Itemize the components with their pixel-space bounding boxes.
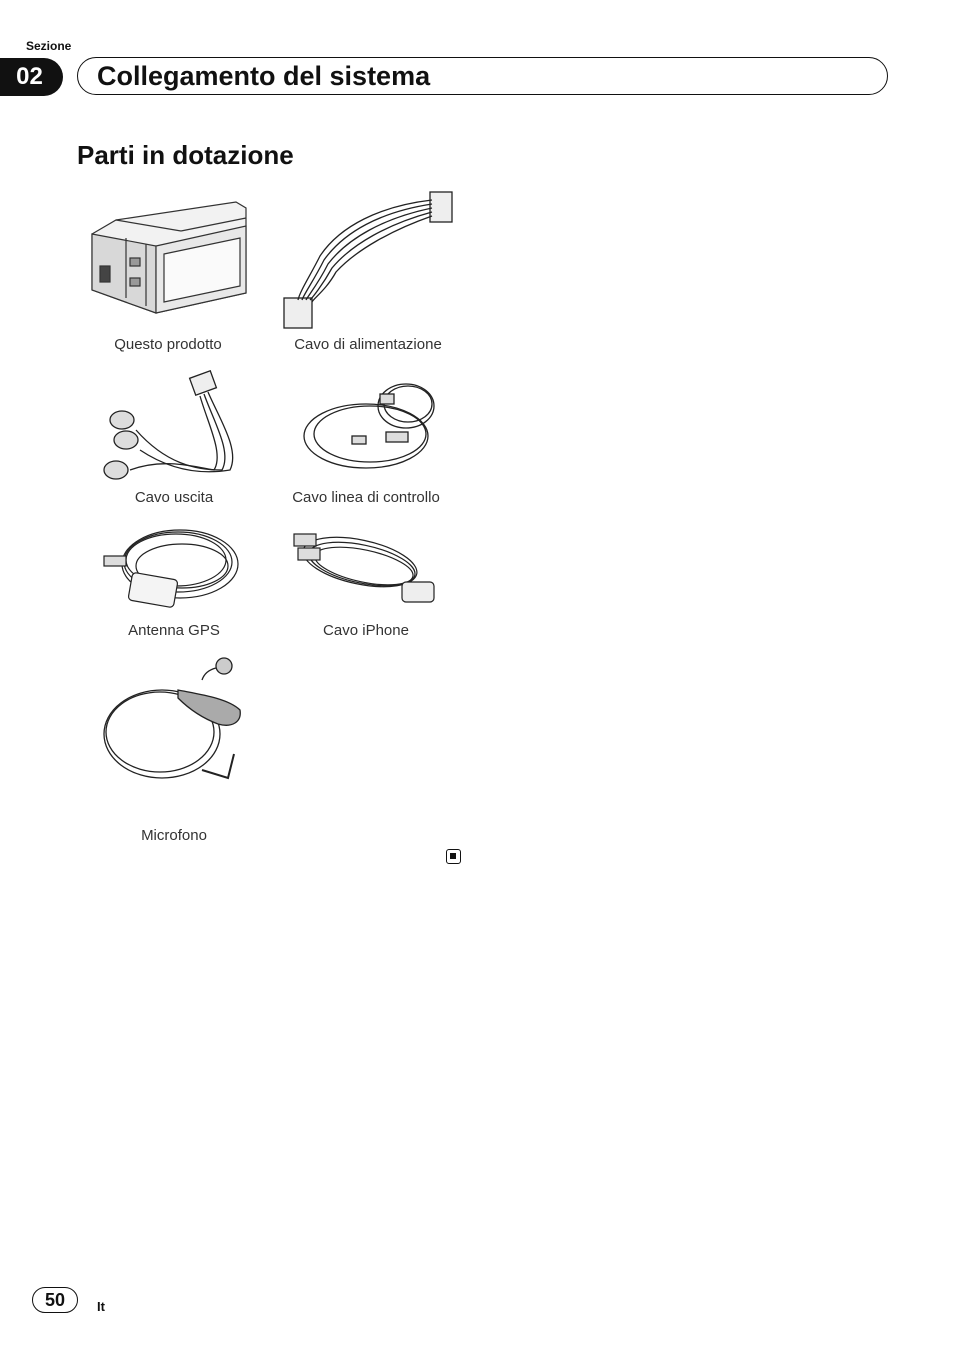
item-label: Questo prodotto <box>114 336 222 353</box>
power-cable-icon <box>280 186 460 334</box>
microphone-icon <box>98 654 246 788</box>
gps-antenna-icon <box>100 518 245 618</box>
section-number-badge: 02 <box>0 58 63 96</box>
language-code: It <box>97 1299 105 1314</box>
item-label: Cavo linea di controllo <box>292 489 440 506</box>
chapter-title: Collegamento del sistema <box>97 61 431 91</box>
page-heading: Parti in dotazione <box>77 140 294 170</box>
item-label: Antenna GPS <box>128 622 220 639</box>
head-unit-icon <box>86 198 251 318</box>
control-line-cable-icon <box>296 376 441 476</box>
item-label: Cavo di alimentazione <box>294 336 442 353</box>
page-number: 50 <box>32 1287 78 1313</box>
item-label: Cavo iPhone <box>323 622 409 639</box>
output-cable-icon <box>100 370 245 485</box>
section-label: Sezione <box>26 39 72 53</box>
section-end-mark <box>446 849 461 864</box>
item-label: Cavo uscita <box>134 489 214 506</box>
item-label: Microfono <box>141 827 207 844</box>
iphone-cable-icon <box>290 522 440 614</box>
